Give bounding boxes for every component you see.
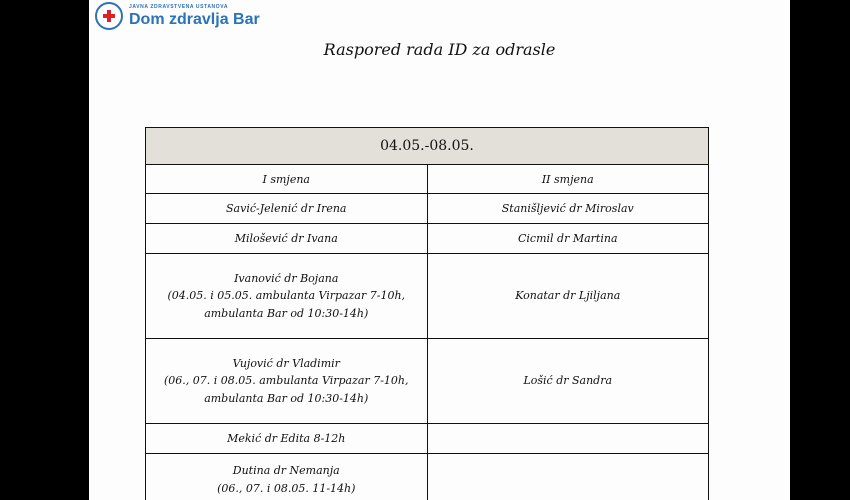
column-header-second-shift: II smjena (427, 165, 709, 194)
first-shift-cell (146, 224, 428, 254)
doctor-name: Vujović dr Vladimir (232, 356, 340, 370)
organization-subtitle: JAVNA ZDRAVSTVENA USTANOVA (129, 3, 229, 10)
table-row (146, 194, 709, 224)
doctor-name: Ivanović dr Bojana (234, 271, 339, 285)
second-shift-cell: Stanišljević dr Miroslav (427, 194, 709, 224)
second-shift-cell: Lošić dr Sandra (427, 339, 709, 424)
second-shift-cell (427, 424, 709, 454)
schedule-note: ambulanta Bar od 10:30-14h) (204, 306, 369, 320)
first-shift-cell (146, 454, 428, 500)
organization-logo (95, 0, 260, 32)
schedule-note: (06., 07. i 08.05. ambulanta Virpazar 7-10h, (163, 374, 409, 388)
document-page (89, 0, 790, 500)
doctor-name: Mekić dr Edita 8-12h (227, 432, 346, 445)
table-row (146, 224, 709, 254)
first-shift-cell (146, 339, 428, 424)
first-shift-cell (146, 254, 428, 339)
second-shift-cell (427, 454, 709, 500)
date-range: 04.05.-08.05. (146, 128, 709, 165)
organization-name: Dom zdravlja Bar (129, 10, 260, 28)
first-shift-cell (146, 194, 428, 224)
schedule-note: (04.05. i 05.05. ambulanta Virpazar 7-10h, (167, 289, 406, 303)
doctor-name: Dutina dr Nemanja (232, 464, 340, 477)
schedule-note: ambulanta Bar od 10:30-14h) (204, 391, 369, 405)
table-row (146, 254, 709, 339)
table-row (146, 424, 709, 454)
schedule-table (145, 127, 709, 500)
document-title: Raspored rada ID za odrasle (323, 40, 556, 59)
second-shift-cell: Konatar dr Ljiljana (427, 254, 709, 339)
schedule-note: (06., 07. i 08.05. 11-14h) (217, 481, 356, 495)
first-shift-cell (146, 424, 428, 454)
table-row (146, 339, 709, 424)
table-row (146, 454, 709, 500)
doctor-name: Milošević dr Ivana (234, 232, 338, 245)
red-cross-icon (95, 2, 123, 30)
column-header-first-shift: I smjena (146, 165, 428, 194)
second-shift-cell: Cicmil dr Martina (427, 224, 709, 254)
doctor-name: Savić-Jelenić dr Irena (226, 202, 347, 215)
